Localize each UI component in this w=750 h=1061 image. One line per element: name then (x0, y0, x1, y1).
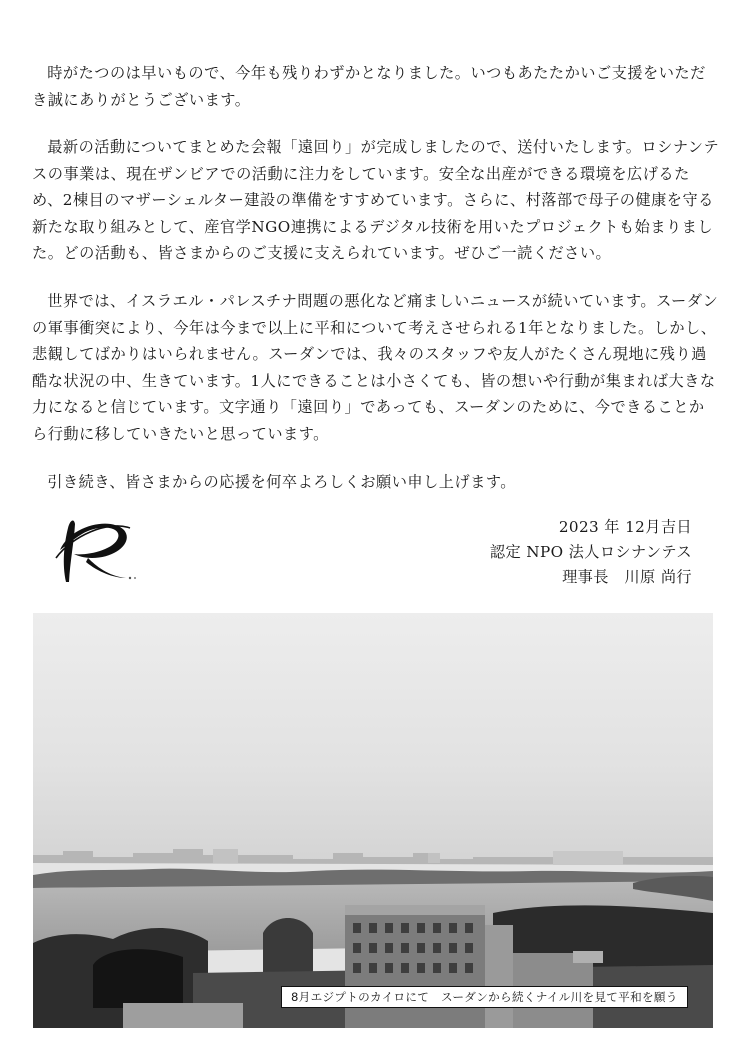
letter-paragraph-2: 最新の活動についてまとめた会報「遠回り」が完成しましたので、送付いたします。ロシナンテスの事業は、現在ザンビアでの活動に注力をしています。安全な出産ができる環境を広げるため、2棟目のマザーシェルター建設の準備をすすめています。さらに、村落部で母子の健康を守る新たな取り組みとして、産官学NGO連携によるデジタル技術を用いたプロジェクトも始まりました。どの活動も、皆さまからのご支援に支えられています。ぜひご一読ください。 (32, 138, 720, 262)
letter-paragraph-4: 引き続き、皆さまからの応援を何卒よろしくお願い申し上げます。 (47, 473, 516, 491)
nile-photo (33, 613, 713, 1028)
signature-date: 2023 年 12月吉日 (558, 518, 692, 536)
letter-paragraph-1: 時がたつのは早いもので、今年も残りわずかとなりました。いつもあたたかいご支援をいただき誠にありがとうございます。 (32, 64, 706, 109)
brush-logo (52, 514, 142, 586)
signature-organization: 認定 NPO 法人ロシナンテス (489, 543, 692, 561)
letter-paragraph-3: 世界では、イスラエル・パレスチナ問題の悪化など痛ましいニュースが続いています。スーダンの軍事衝突により、今年は今まで以上に平和について考えさせられる1年となりました。しかし、悲観してばかりはいられません。スーダンでは、我々のスタッフや友人がたくさん現地に残り過酷な状況の中、生きています。1人にできることは小さくても、皆の想いや行動が集まれば大きな力になると信じています。文字通り「遠回り」であっても、スーダンのために、今できることから行動に移していきたいと思っています。 (32, 292, 719, 443)
signature-chairman: 理事長 川原 尚行 (562, 568, 692, 586)
signature-block (490, 515, 692, 590)
photo-caption: 8月エジプトのカイロにて スーダンから続くナイル川を見て平和を願う (281, 986, 688, 1008)
